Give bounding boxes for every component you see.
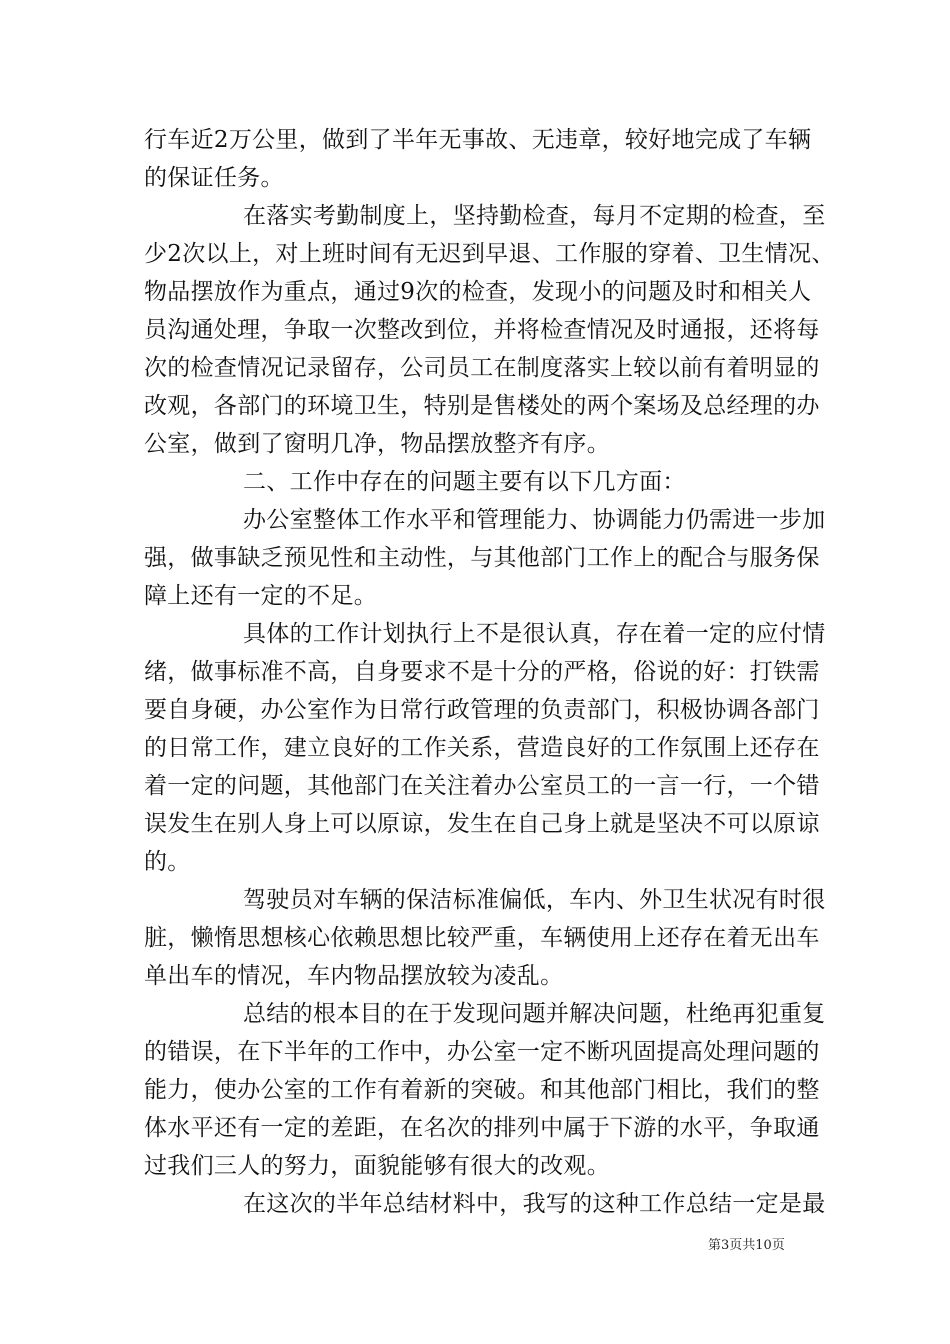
section-heading: 二、工作中存在的问题主要有以下几方面： bbox=[243, 469, 686, 495]
text-line: 在落实考勤制度上，坚持勤检查，每月不定期的检查，至 bbox=[243, 203, 826, 229]
text-line: 改观，各部门的环境卫生，特别是售楼处的两个案场及总经理的办 bbox=[144, 393, 820, 419]
text-line: 少2次以上，对上班时间有无迟到早退、工作服的穿着、卫生情况、 bbox=[144, 241, 835, 267]
text-line: 强，做事缺乏预见性和主动性，与其他部门工作上的配合与服务保 bbox=[144, 545, 820, 571]
text-line: 单出车的情况，车内物品摆放较为凌乱。 bbox=[144, 963, 564, 989]
text-line: 驾驶员对车辆的保洁标准偏低，车内、外卫生状况有时很 bbox=[243, 887, 826, 913]
text-line: 具体的工作计划执行上不是很认真，存在着一定的应付情 bbox=[243, 621, 826, 647]
text-line: 公室，做到了窗明几净，物品摆放整齐有序。 bbox=[144, 431, 610, 457]
text-line: 过我们三人的努力，面貌能够有很大的改观。 bbox=[144, 1153, 610, 1179]
text-line: 在这次的半年总结材料中，我写的这种工作总结一定是最 bbox=[243, 1191, 826, 1217]
text-line: 绪，做事标准不高，自身要求不是十分的严格，俗说的好：打铁需 bbox=[144, 659, 820, 685]
text-line: 办公室整体工作水平和管理能力、协调能力仍需进一步加 bbox=[243, 507, 826, 533]
text-line: 行车近2万公里，做到了半年无事故、无违章，较好地完成了车辆 bbox=[144, 127, 812, 153]
text-line: 的。 bbox=[144, 849, 191, 875]
text-line: 的保证任务。 bbox=[144, 165, 284, 191]
text-line: 着一定的问题，其他部门在关注着办公室员工的一言一行，一个错 bbox=[144, 773, 820, 799]
text-line: 的错误，在下半年的工作中，办公室一定不断巩固提高处理问题的 bbox=[144, 1039, 820, 1065]
text-line: 体水平还有一定的差距，在名次的排列中属于下游的水平，争取通 bbox=[144, 1115, 820, 1141]
text-line: 物品摆放作为重点，通过9次的检查，发现小的问题及时和相关人 bbox=[144, 279, 812, 305]
text-line: 能力，使办公室的工作有着新的突破。和其他部门相比，我们的整 bbox=[144, 1077, 820, 1103]
text-line: 员沟通处理，争取一次整改到位，并将检查情况及时通报，还将每 bbox=[144, 317, 820, 343]
text-line: 总结的根本目的在于发现问题并解决问题，杜绝再犯重复 bbox=[243, 1001, 826, 1027]
text-line: 障上还有一定的不足。 bbox=[144, 583, 377, 609]
text-line: 次的检查情况记录留存，公司员工在制度落实上较以前有着明显的 bbox=[144, 355, 820, 381]
text-line: 误发生在别人身上可以原谅，发生在自己身上就是坚决不可以原谅 bbox=[144, 811, 820, 837]
text-line: 要自身硬，办公室作为日常行政管理的负责部门，积极协调各部门 bbox=[144, 697, 820, 723]
text-line: 脏，懒惰思想核心依赖思想比较严重，车辆使用上还存在着无出车 bbox=[144, 925, 820, 951]
text-line: 的日常工作，建立良好的工作关系，营造良好的工作氛围上还存在 bbox=[144, 735, 820, 761]
page-number: 第3页共10页 bbox=[708, 1238, 785, 1253]
